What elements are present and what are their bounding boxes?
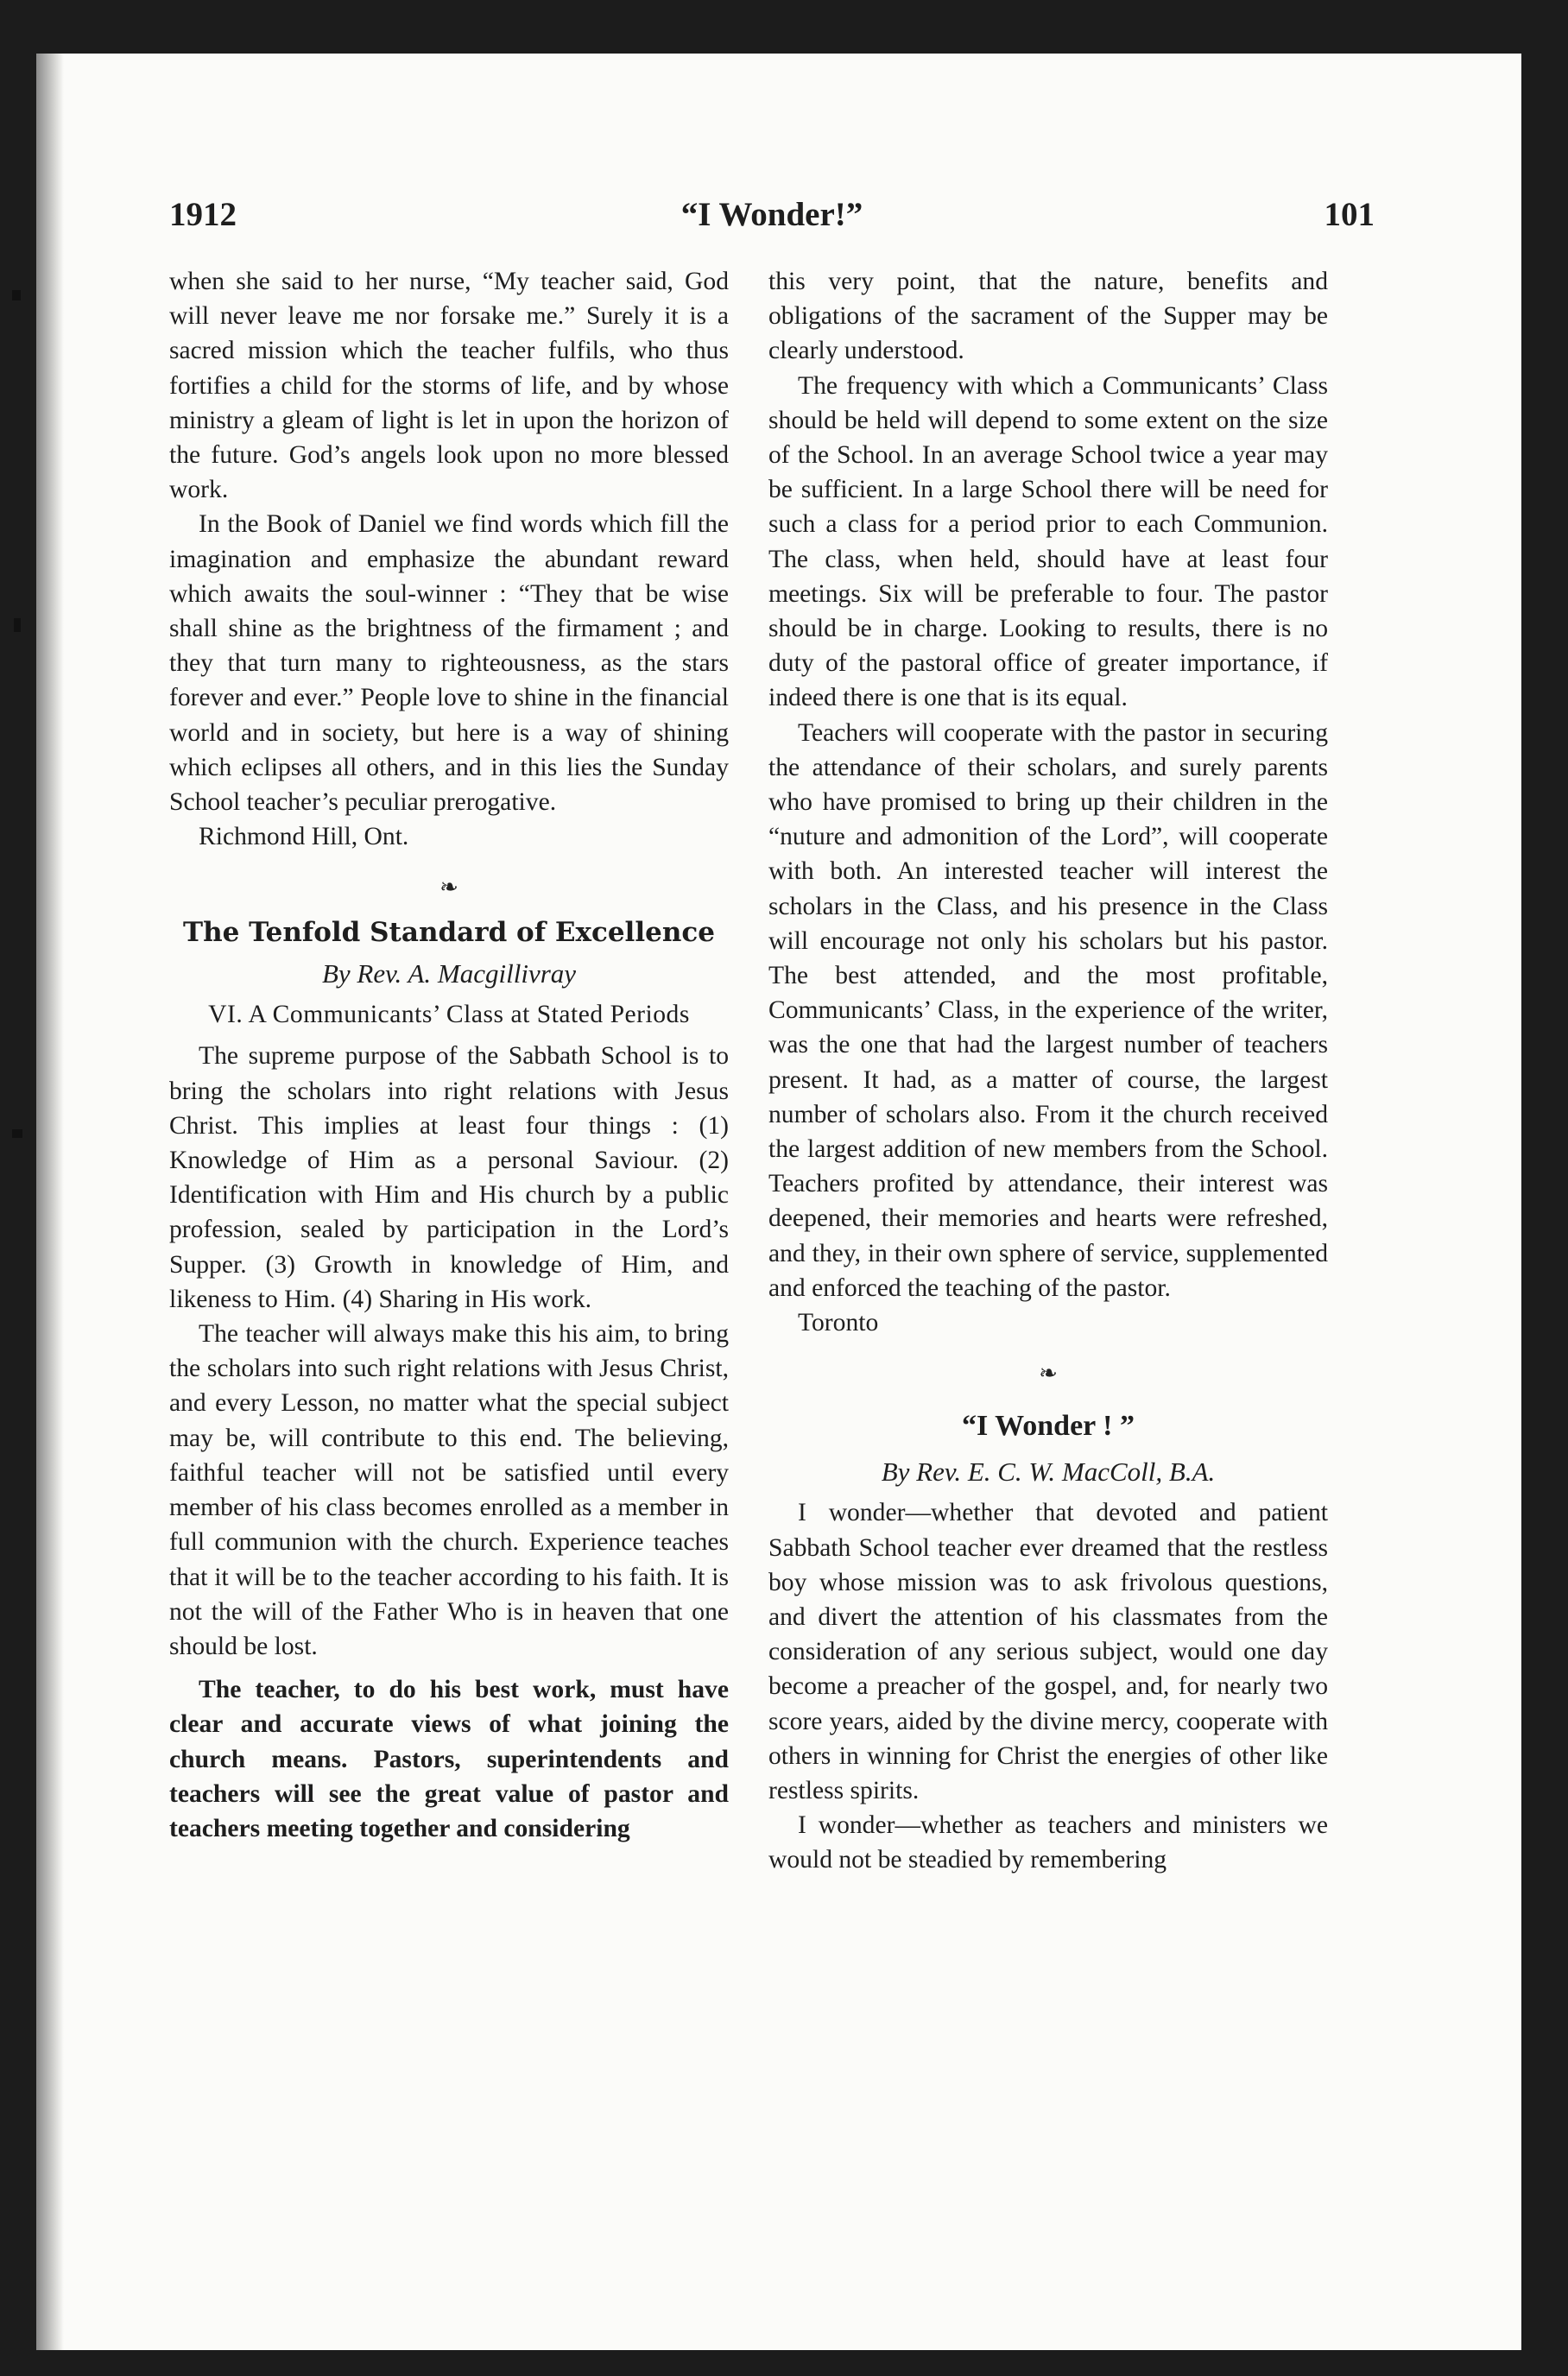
scan-speck — [12, 290, 21, 300]
paragraph: I wonder—whether that devoted and patient Sabbath School teacher ever dreamed that the restless boy whose mission was to ask frivolous questions, and divert the attention of his classmates from the consideration of any serious subject, would one day become a preacher of the gospel, and, for nearly two score years, aided by the divine mercy, cooperate with others in winning for Christ the energies of other like restless spirits. — [768, 1499, 1328, 1804]
scan-speck — [14, 618, 21, 632]
section-title: “I Wonder ! ” — [962, 1410, 1135, 1443]
paragraph: The frequency with which a Communicants’ Class should be held will depend to some extent on the size of the School. In an average School twice a year may be sufficient. In a large School there will be need for such a class for a period prior to each Communion. The class, when held, should have at least four meetings. Six will be preferable to four. The pastor should be in charge. Looking to results, there is no duty of the pastoral office of greater importance, if indeed there is one that is its equal. — [768, 371, 1328, 712]
byline: By Rev. A. Macgillivray — [321, 958, 577, 989]
header-year: 1912 — [169, 196, 237, 233]
paragraph: when she said to her nurse, “My teacher said, God will never leave me nor forsake me.” Surely it is a sacred mission which the teacher fulfils, who thus fortifies a child for the storms of life, and by whose ministry a gleam of light is let in upon the horizon of the future. God’s angels look upon no more blessed work. — [169, 268, 729, 504]
paragraph: this very point, that the nature, benefits and obligations of the sacrament of the Supper may be clearly understood. — [768, 268, 1328, 365]
section-title: The Tenfold Standard of Excellence — [183, 917, 715, 949]
running-header — [169, 195, 1375, 247]
paragraph-gap — [169, 1664, 729, 1672]
header-title: “I Wonder!” — [680, 196, 863, 233]
paragraph: The supreme purpose of the Sabbath School is to bring the scholars into right relations with Jesus Christ. This implies at least four things : (1) Knowledge of Him as a personal Saviour. (2) Identification with Him and His church by a public profession, sealed by participation in the Lord’s Supper. (3) Growth in knowledge of Him, and likeness to Him. (4) Sharing in His work. — [169, 1042, 729, 1313]
section-subheading: VI. A Communicants’ Class at Stated Periods — [208, 1001, 690, 1029]
paragraph: Teachers will cooperate with the pastor in securing the attendance of their scholars, and surely parents who have promised to bring up their children in the “nuture and admonition of the Lord”, will cooperate with both. An interested teacher will interest the scholars in the Class, and his presence in the Class will encourage not only his scholars but his pastor. The best attended, and the most profitable, Communicants’ Class, in the experience of the writer, was the one that had the largest number of teachers present. It had, as a matter of course, the largest number of scholars also. From it the church received the largest addition of new members from the School. Teachers profited by attendance, their interest was deepened, their memories and hearts were refreshed, and they, in their own sphere of service, supplemented and enforced the teaching of the pastor. — [768, 718, 1328, 1302]
place-signoff: Richmond Hill, Ont. — [199, 823, 409, 851]
left-column — [169, 264, 729, 1846]
scan-speck — [12, 1129, 22, 1138]
page-number: 101 — [1324, 196, 1375, 233]
paragraph: The teacher, to do his best work, must have clear and accurate views of what joining the church means. Pastors, superintendents and teachers will see the great value of pastor and teachers meeting together and considering — [169, 1676, 729, 1842]
ornament-divider: ❧ — [1039, 1361, 1058, 1387]
page-spine-shadow — [36, 54, 64, 2350]
right-column — [768, 264, 1328, 1878]
paragraph: I wonder—whether as teachers and ministers we would not be steadied by remembering — [768, 1811, 1328, 1874]
place-signoff: Toronto — [798, 1309, 879, 1337]
paragraph: In the Book of Daniel we find words which fill the imagination and emphasize the abundant reward which awaits the soul-winner : “They that be wise shall shine as the brightness of the firmament ; and they that turn many to righteousness, as the stars forever and ever.” People love to shine in the financial world and in society, but here is a way of shining which eclipses all others, and in this lies the Sunday School teacher’s peculiar prerogative. — [169, 510, 729, 817]
ornament-divider: ❧ — [439, 875, 458, 900]
paragraph: The teacher will always make this his aim, to bring the scholars into such right relations with Jesus Christ, and every Lesson, no matter what the special subject may be, will contribute to this end. The believing, faithful teacher will not be satisfied until every member of his class becomes enrolled as a member in full communion with the church. Experience teaches that it will be to the teacher according to his faith. It is not the will of the Father Who is in heaven that one should be lost. — [169, 1320, 729, 1660]
byline: By Rev. E. C. W. MacColl, B.A. — [881, 1457, 1216, 1488]
